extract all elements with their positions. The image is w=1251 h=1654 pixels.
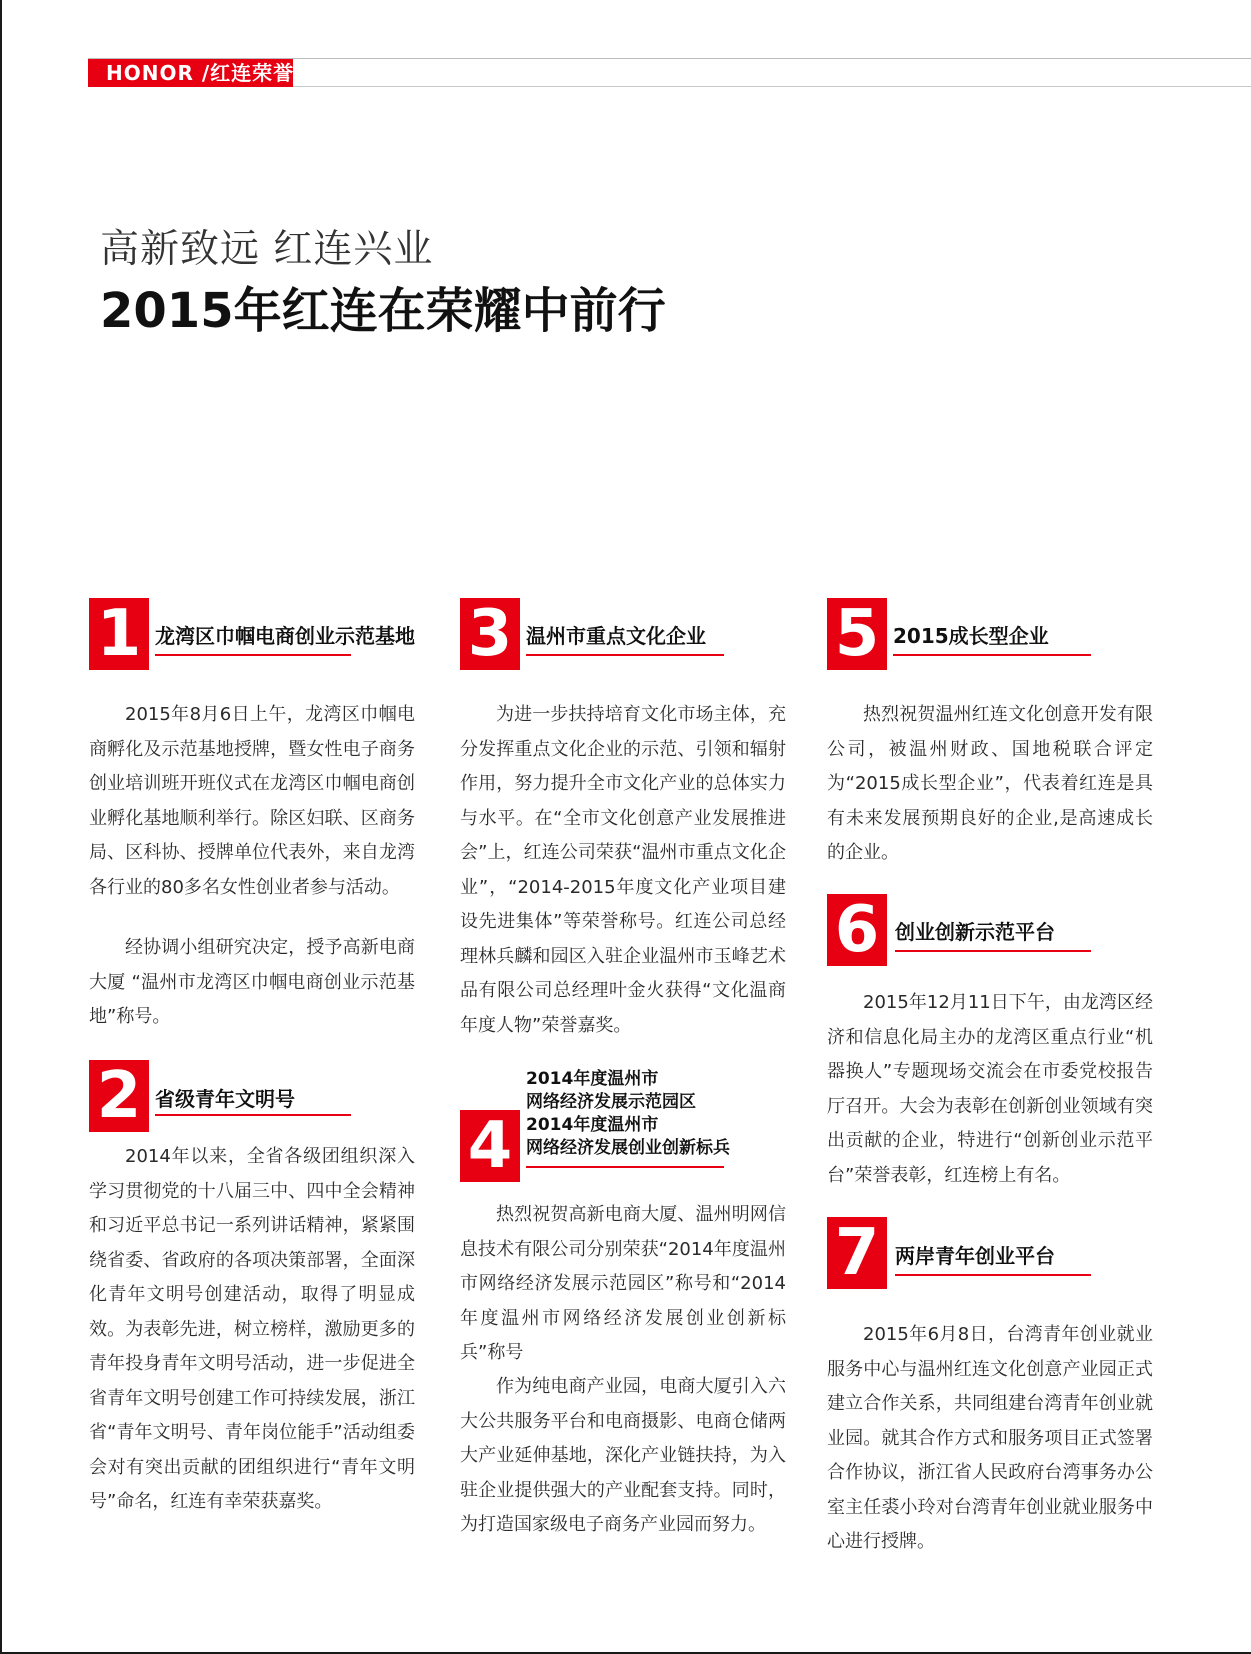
- page-subtitle: 高新致远 红连兴业: [100, 227, 434, 272]
- section-2-title: 省级青年文明号: [155, 1087, 295, 1111]
- section-5-number: 5: [827, 598, 887, 670]
- section-5-title: 2015成长型企业: [893, 624, 1049, 648]
- section-7-paragraph-1: 2015年6月8日，台湾青年创业就业服务中心与温州红连文化创意产业园正式建立合作关系，共同组建台湾青年创业就业园。就其合作方式和服务项目正式签署合作协议，浙江省人民政府台湾事务办公室主任裘小玲对台湾青年创业就业服务中心进行授牌。: [827, 1324, 1153, 1552]
- header-rule: [293, 86, 1251, 87]
- section-7-underline: [895, 1274, 1091, 1276]
- section-1-title: 龙湾区巾帼电商创业示范基地: [155, 624, 415, 648]
- section-1-paragraph-2: 经协调小组研究决定，授予高新电商大厦 “温州市龙湾区巾帼电商创业示范基地”称号。: [89, 937, 415, 1027]
- page-frame-left: [0, 0, 2, 1654]
- section-4-paragraph-1: 热烈祝贺高新电商大厦、温州明网信息技术有限公司分别荣获“2014年度温州市网络经济发展示范园区”称号和“2014年度温州市网络经济发展创业创新标兵”称号: [460, 1204, 786, 1363]
- section-1-underline: [155, 654, 351, 656]
- section-6-paragraph-1: 2015年12月11日下午，由龙湾区经济和信息化局主办的龙湾区重点行业“机器换人”专题现场交流会在市委党校报告厅召开。大会为表彰在创新创业领域有突出贡献的企业，特进行“创新创业示范平台”荣誉表彰，红连榜上有名。: [827, 992, 1153, 1186]
- section-4-number: 4: [460, 1110, 520, 1182]
- section-1-number: 1: [89, 598, 149, 670]
- section-tag: HONOR /红连荣誉: [88, 59, 293, 87]
- section-3-paragraph-1: 为进一步扶持培育文化市场主体，充分发挥重点文化企业的示范、引领和辐射作用，努力提升全市文化产业的总体实力与水平。在“全市文化创意产业发展推进会”上，红连公司荣获“温州市重点文化企业”，“2014-2015年度文化产业项目建设先进集体”等荣誉称号。红连公司总经理林兵麟和园区入驻企业温州市玉峰艺术品有限公司总经理叶金火获得“文化温商年度人物”荣誉嘉奖。: [460, 704, 786, 1036]
- section-4-paragraph-2: 作为纯电商产业园，电商大厦引入六大公共服务平台和电商摄影、电商仓储两大产业延伸基地，深化产业链扶持，为入驻企业提供强大的产业配套支持。同时，为打造国家级电子商务产业园而努力。: [460, 1376, 786, 1535]
- section-6-underline: [895, 950, 1091, 952]
- section-4-title-line-1: 2014年度温州市: [526, 1069, 659, 1089]
- section-5-underline: [893, 654, 1091, 656]
- section-3-number: 3: [460, 598, 520, 670]
- section-7-number: 7: [827, 1217, 887, 1289]
- section-2-underline: [155, 1114, 351, 1116]
- section-4-underline: [526, 1166, 724, 1168]
- section-6-title: 创业创新示范平台: [895, 920, 1055, 944]
- section-6-number: 6: [827, 894, 887, 966]
- section-4-title-line-2: 网络经济发展示范园区: [526, 1092, 696, 1112]
- section-1-paragraph-1: 2015年8月6日上午，龙湾区巾帼电商孵化及示范基地授牌，暨女性电子商务创业培训班开班仪式在龙湾区巾帼电商创业孵化基地顺利举行。除区妇联、区商务局、区科协、授牌单位代表外，来自龙湾各行业的80多名女性创业者参与活动。: [89, 704, 415, 898]
- section-2-number: 2: [89, 1060, 149, 1132]
- section-4-title-line-3: 2014年度温州市: [526, 1115, 659, 1135]
- section-2-paragraph-1: 2014年以来，全省各级团组织深入学习贯彻党的十八届三中、四中全会精神和习近平总书记一系列讲话精神，紧紧围绕省委、省政府的各项决策部署，全面深化青年文明号创建活动，取得了明显成效。为表彰先进，树立榜样，激励更多的青年投身青年文明号活动，进一步促进全省青年文明号创建工作可持续发展，浙江省“青年文明号、青年岗位能手”活动组委会对有突出贡献的团组织进行“青年文明号”命名，红连有幸荣获嘉奖。: [89, 1146, 415, 1512]
- section-3-title: 温州市重点文化企业: [526, 624, 706, 648]
- section-7-title: 两岸青年创业平台: [895, 1244, 1055, 1268]
- page-title: 2015年红连在荣耀中前行: [100, 283, 666, 339]
- section-5-paragraph-1: 热烈祝贺温州红连文化创意开发有限公司，被温州财政、国地税联合评定为“2015成长型企业”，代表着红连是具有未来发展预期良好的企业,是高速成长的企业。: [827, 704, 1153, 863]
- section-4-title-line-4: 网络经济发展创业创新标兵: [526, 1138, 730, 1158]
- section-3-underline: [526, 654, 724, 656]
